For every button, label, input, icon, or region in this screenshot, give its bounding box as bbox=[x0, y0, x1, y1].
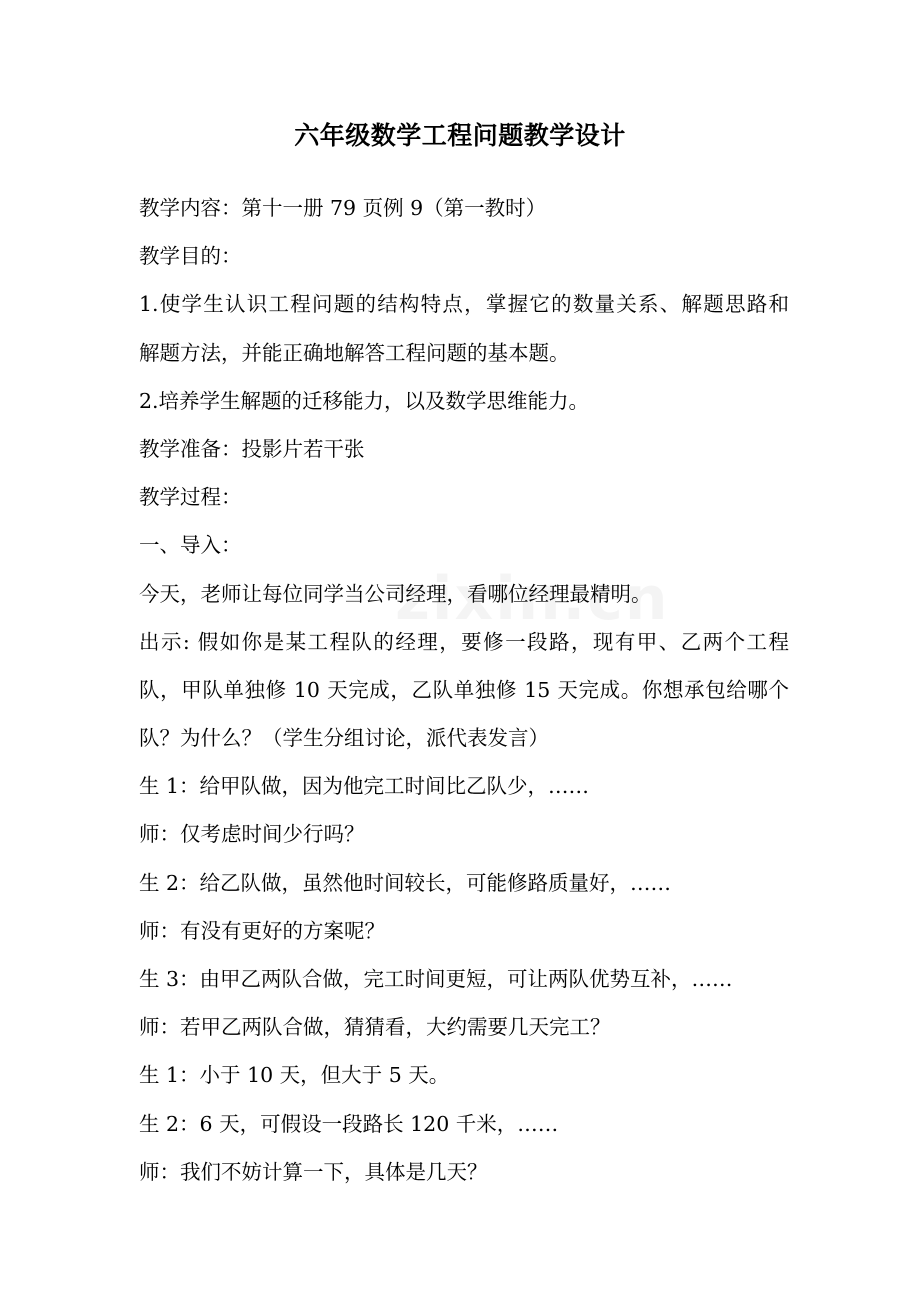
paragraph-line: 师：若甲乙两队合做，猜猜看，大约需要几天完工？ bbox=[139, 1015, 611, 1040]
paragraph-line: 一、导入： bbox=[139, 533, 242, 558]
paragraph-line: 队，甲队单独修 10 天完成，乙队单独修 15 天完成。你想承包给哪个 bbox=[139, 677, 789, 702]
paragraph-line: 教学内容：第十一册 79 页例 9（第一教时） bbox=[139, 196, 547, 220]
paragraph-line: 教学目的： bbox=[139, 244, 242, 269]
paragraph-line: 出示: 假如你是某工程队的经理，要修一段路，现有甲、乙两个工程 bbox=[139, 629, 789, 654]
paragraph-line: 生 2：给乙队做，虽然他时间较长，可能修路质量好，…… bbox=[139, 870, 672, 895]
paragraph-line: 1.使学生认识工程问题的结构特点，掌握它的数量关系、解题思路和 bbox=[139, 292, 789, 317]
paragraph-line: 生 1：给甲队做，因为他完工时间比乙队少，…… bbox=[139, 774, 590, 799]
document-title: 六年级数学工程问题教学设计 bbox=[294, 121, 626, 150]
paragraph-line: 师：我们不妨计算一下，具体是几天？ bbox=[139, 1159, 488, 1184]
paragraph-line: 教学过程： bbox=[139, 485, 242, 510]
paragraph-line: 教学准备：投影片若干张 bbox=[139, 436, 365, 461]
paragraph-line: 今天，老师让每位同学当公司经理，看哪位经理最精明。 bbox=[139, 581, 652, 606]
paragraph-line: 师：仅考虑时间少行吗？ bbox=[139, 822, 365, 847]
paragraph-line: 队？为什么？（学生分组讨论，派代表发言） bbox=[139, 726, 549, 751]
paragraph-line: 生 3：由甲乙两队合做，完工时间更短，可让两队优势互补，…… bbox=[139, 967, 733, 991]
paragraph-line: 生 2：6 天，可假设一段路长 120 千米，…… bbox=[139, 1111, 559, 1136]
paragraph-line: 师：有没有更好的方案呢？ bbox=[139, 918, 385, 943]
document-body bbox=[139, 188, 789, 1200]
paragraph-line: 解题方法，并能正确地解答工程问题的基本题。 bbox=[139, 340, 570, 365]
paragraph-line: 生 1：小于 10 天，但大于 5 天。 bbox=[139, 1063, 450, 1088]
paragraph-line: 2.培养学生解题的迁移能力，以及数学思维能力。 bbox=[139, 388, 590, 413]
